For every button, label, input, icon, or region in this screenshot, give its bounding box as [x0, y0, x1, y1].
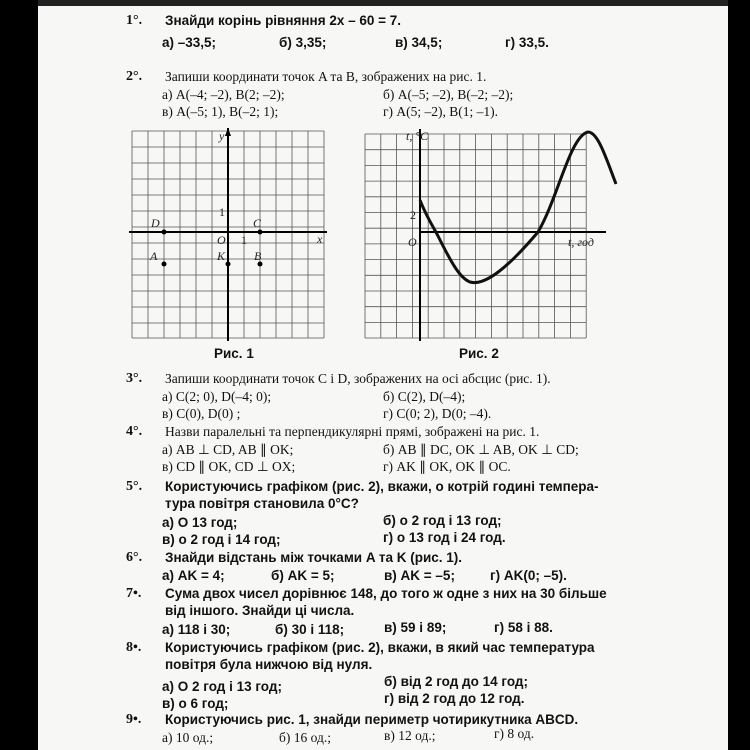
q4-number: 4°. — [126, 424, 143, 439]
q9-option-c: в) 12 од.; — [384, 728, 436, 743]
q4-option-d: г) AK ∥ OK, OK ∥ OC. — [383, 459, 511, 474]
q7-option-a: а) 118 і 30; — [162, 622, 231, 637]
figure-2-caption: Рис. 2 — [459, 346, 499, 361]
q5-option-b: б) о 2 год і 13 год; — [383, 513, 502, 528]
q9-text: Користуючись рис. 1, знайди периметр чотирикутника ABCD. — [165, 712, 579, 727]
q8-number: 8•. — [126, 640, 142, 655]
q5-number: 5°. — [126, 479, 143, 494]
q6-option-b: б) AK = 5; — [271, 568, 335, 583]
q2-option-b: б) A(–5; –2), B(–2; –2); — [383, 87, 514, 102]
q8-option-d: г) від 2 год до 12 год. — [384, 691, 525, 706]
worksheet-page — [38, 0, 728, 750]
q3-option-a: а) C(2; 0), D(–4; 0); — [162, 389, 272, 404]
q7-option-d: г) 58 і 88. — [494, 620, 553, 635]
figure-1-caption: Рис. 1 — [214, 346, 254, 361]
q7-text-line-1: Сума двох чисел дорівнює 148, до того ж одне з них на 30 більше — [165, 586, 607, 601]
point-d — [162, 230, 167, 235]
q8-option-a: а) О 2 год і 13 год; — [162, 679, 282, 694]
q2-option-d: г) A(5; –2), B(1; –1). — [383, 104, 499, 119]
fig1-unit-y-label: 1 — [219, 205, 225, 219]
header-bar — [38, 0, 728, 6]
fig1-c-label: C — [253, 216, 262, 230]
q6-option-d: г) AK(0; –5). — [490, 568, 567, 583]
q1-option-a: а) –33,5; — [162, 35, 217, 50]
q3-text: Запиши координати точок C і D, зображених на осі абсцис (рис. 1). — [165, 371, 551, 386]
q7-option-c: в) 59 і 89; — [384, 620, 447, 635]
q3-option-c: в) C(0), D(0) ; — [162, 406, 241, 421]
q8-option-c: в) о 6 год; — [162, 696, 229, 711]
q6-option-a: а) AK = 4; — [162, 568, 225, 583]
q9-option-d: г) 8 од. — [494, 726, 535, 741]
q2-number: 2°. — [126, 69, 143, 84]
point-a — [162, 262, 167, 267]
q2-text: Запиши координати точок A та B, зображених на рис. 1. — [165, 69, 487, 84]
q5-text-line-2: тура повітря становила 0°С? — [165, 496, 359, 511]
q1-option-c: в) 34,5; — [395, 35, 443, 50]
fig1-origin-label: O — [217, 233, 226, 247]
fig2-origin-label: O — [408, 235, 417, 249]
fig2-time-label: t, год — [568, 235, 594, 249]
q8-option-b: б) від 2 год до 14 год; — [384, 674, 528, 689]
q5-text-line-1: Користуючись графіком (рис. 2), вкажи, о котрій годині темпера- — [165, 479, 599, 494]
figure-1-coordinate-grid — [129, 128, 327, 342]
q5-option-a: а) О 13 год; — [162, 515, 238, 530]
q2-option-c: в) A(–5; 1), B(–2; 1); — [162, 104, 279, 119]
point-k — [226, 262, 231, 267]
fig1-k-label: K — [217, 249, 226, 263]
fig1-d-label: D — [151, 216, 160, 230]
q9-number: 9•. — [126, 712, 142, 727]
q2-option-a: а) A(–4; –2), B(2; –2); — [162, 87, 285, 102]
q4-option-b: б) AB ∥ DC, OK ⊥ AB, OK ⊥ CD; — [383, 442, 579, 457]
q8-text-line-2: повітря була нижчою від нуля. — [165, 657, 373, 672]
fig1-b-label: B — [254, 249, 262, 263]
q1-option-b: б) 3,35; — [279, 35, 327, 50]
q7-number: 7•. — [126, 586, 142, 601]
q3-number: 3°. — [126, 371, 143, 386]
q6-option-c: в) AK = –5; — [384, 568, 455, 583]
fig1-a-label: A — [150, 249, 158, 263]
fig2-temperature-label: t, °C — [406, 129, 429, 143]
q1-text: Знайди корінь рівняння 2x – 60 = 7. — [165, 13, 402, 28]
q9-option-a: а) 10 од.; — [162, 730, 214, 745]
y-axis-arrow — [225, 128, 231, 136]
fig1-unit-x-label: 1 — [241, 233, 247, 247]
q9-option-b: б) 16 од.; — [279, 730, 331, 745]
q1-number: 1°. — [126, 13, 143, 28]
q7-text-line-2: від іншого. Знайди ці числа. — [165, 603, 355, 618]
q3-option-b: б) C(2), D(–4); — [383, 389, 466, 404]
fig1-x-label: x — [317, 232, 323, 246]
q4-option-a: а) AB ⊥ CD, AB ∥ OK; — [162, 442, 294, 457]
q6-number: 6°. — [126, 550, 143, 565]
q5-option-c: в) о 2 год і 14 год; — [162, 532, 281, 547]
q3-option-d: г) C(0; 2), D(0; –4). — [383, 406, 492, 421]
q5-option-d: г) о 13 год і 24 год. — [383, 530, 506, 545]
fig2-tick-two: 2 — [410, 208, 416, 222]
q1-option-d: г) 33,5. — [505, 35, 549, 50]
q6-text: Знайди відстань між точками A та K (рис. 1). — [165, 550, 463, 565]
q4-text: Назви паралельні та перпендикулярні прямі, зображені на рис. 1. — [165, 424, 540, 439]
figure-2-temperature-graph — [348, 128, 618, 342]
point-c — [258, 230, 263, 235]
q4-option-c: в) CD ∥ OK, CD ⊥ OX; — [162, 459, 296, 474]
q7-option-b: б) 30 і 118; — [275, 622, 345, 637]
fig1-y-label: y — [219, 129, 225, 143]
q8-text-line-1: Користуючись графіком (рис. 2), вкажи, в який час температура — [165, 640, 595, 655]
